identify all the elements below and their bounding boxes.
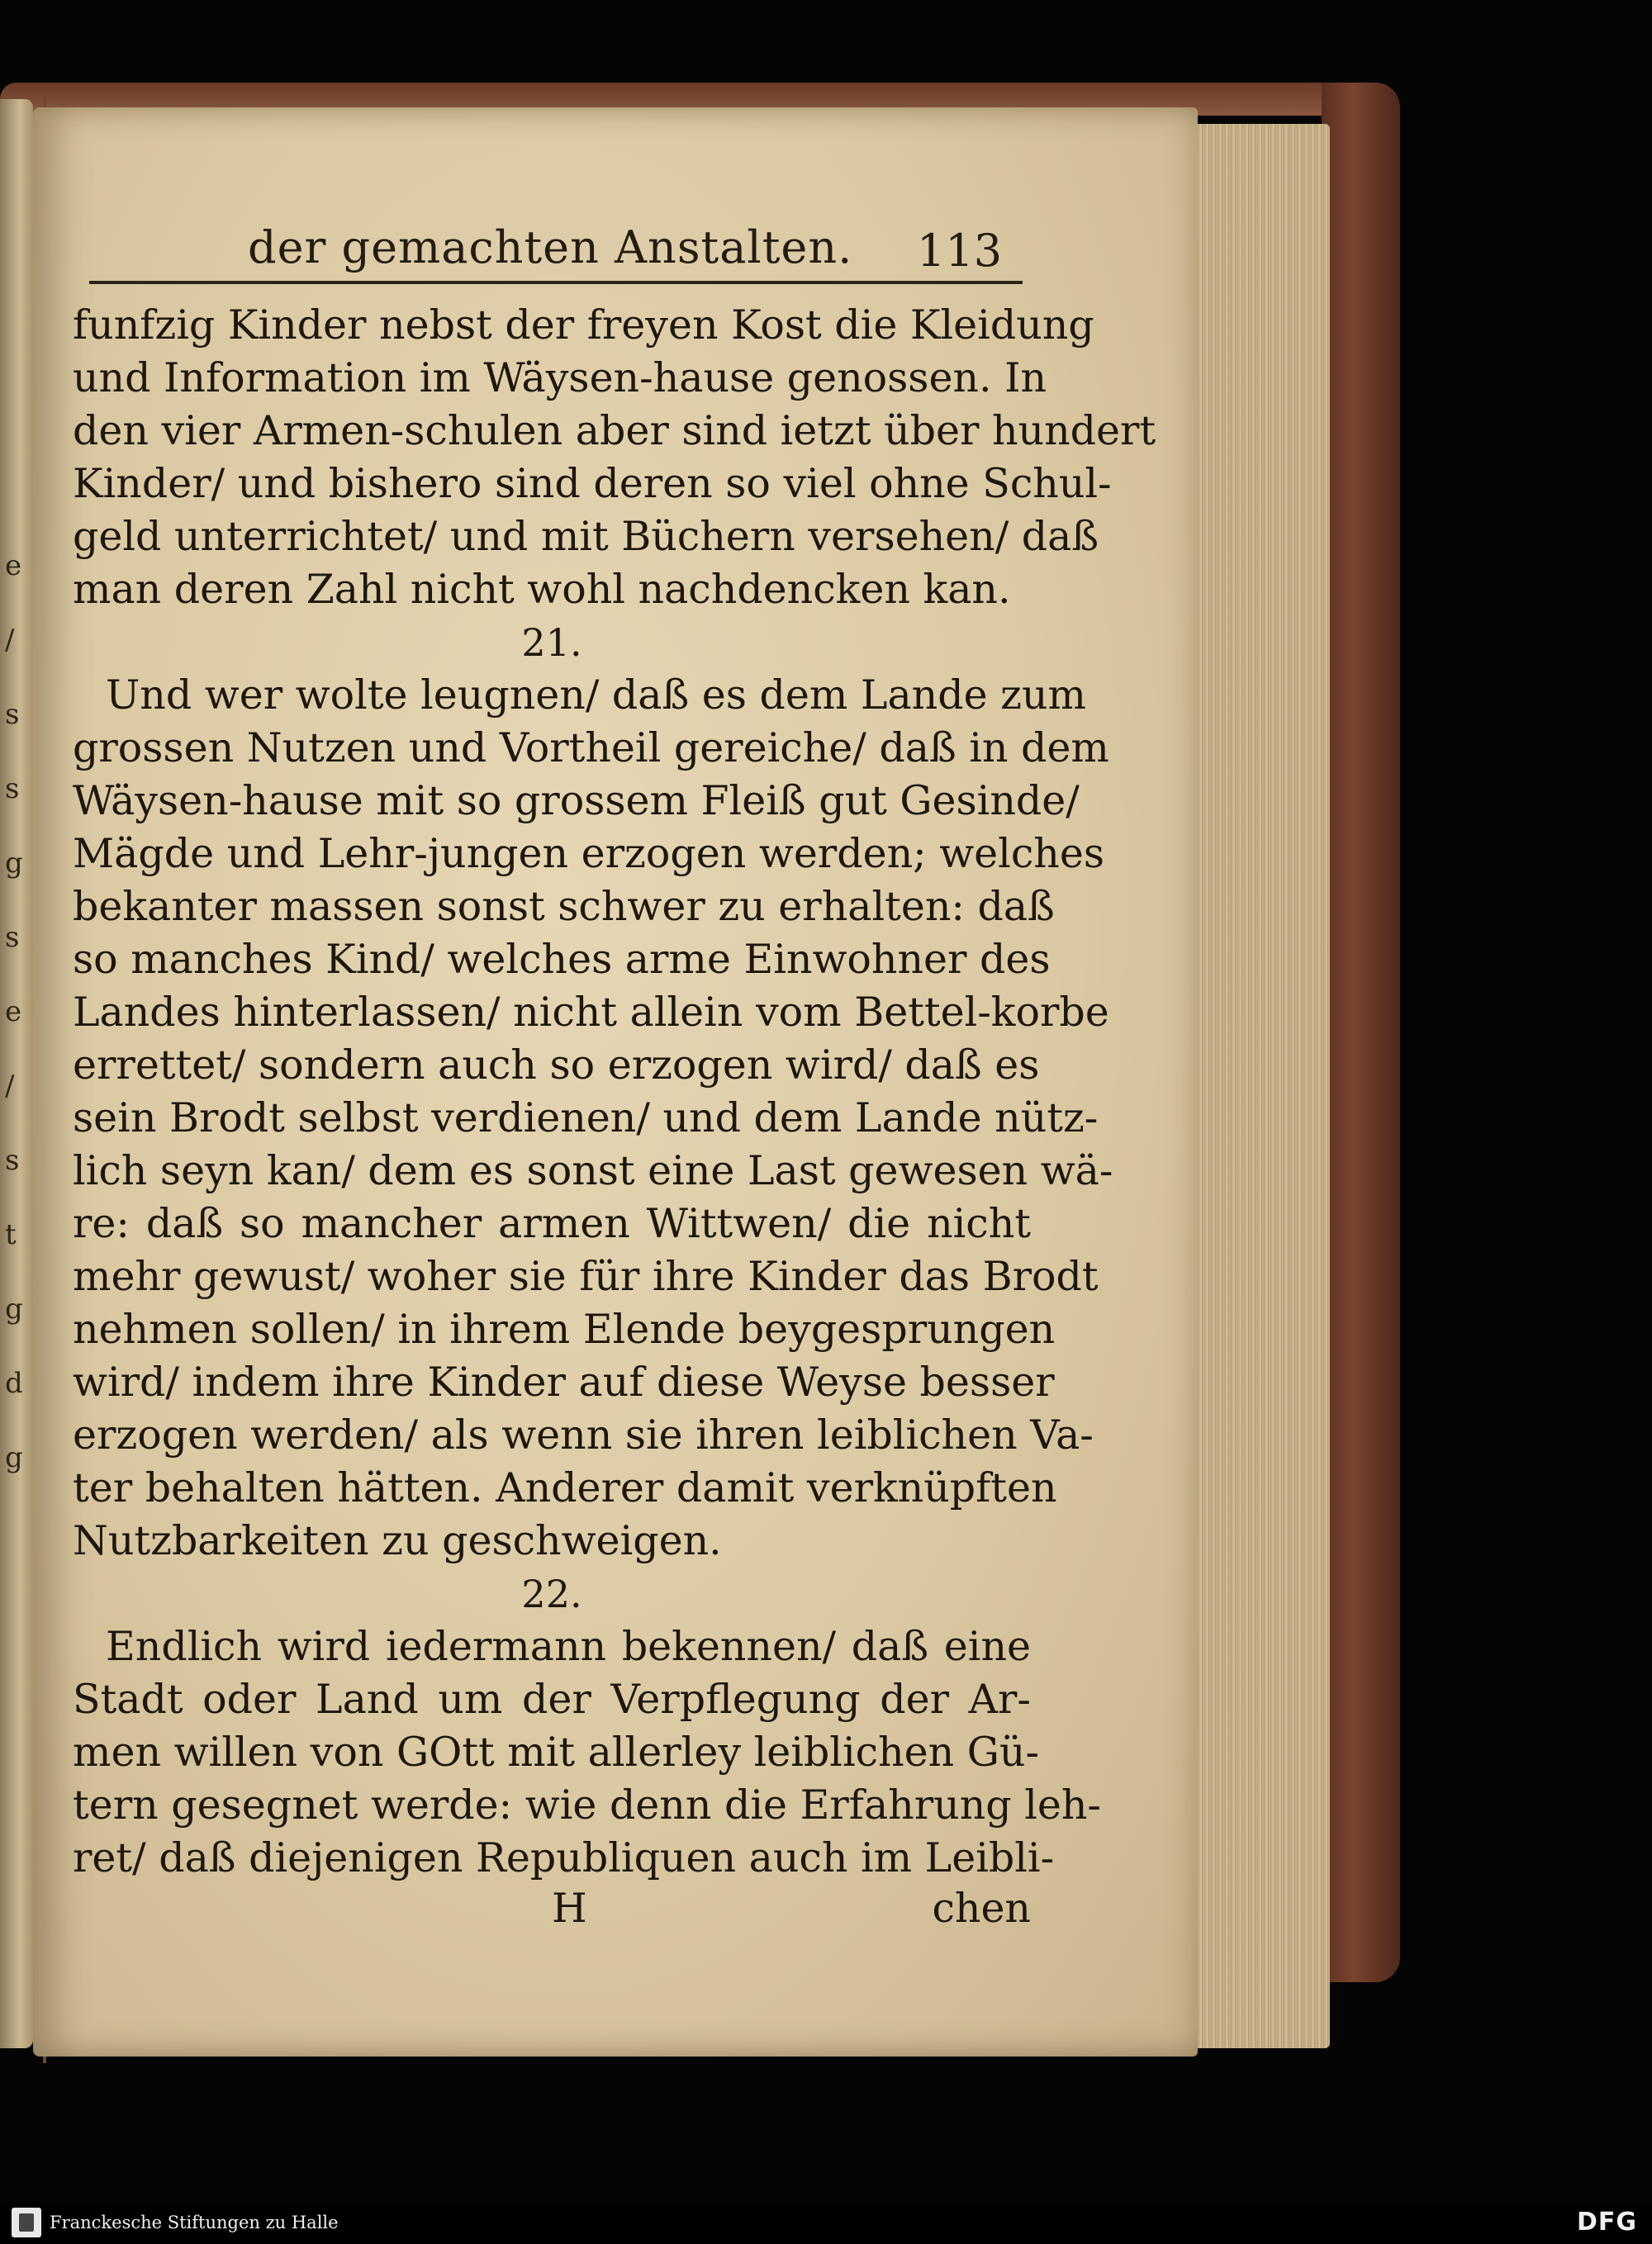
left-margin-fragment: s [5,772,20,805]
text-line: re: daß so mancher armen Wittwen/ die nicht [73,1200,1031,1247]
left-margin-fragment: / [5,624,15,657]
left-margin-fragment: e [5,549,22,582]
catchline [73,1885,1031,1938]
catchword: chen [932,1885,1031,1932]
left-margin-fragment: g [5,1293,23,1326]
text-line: Stadt oder Land um der Verpflegung der Ar- [73,1676,1031,1723]
text-line: ter behalten hätten. Anderer damit verknüpften [73,1464,1057,1511]
institution-logo-icon [12,2208,41,2237]
text-line: sein Brodt selbst verdienen/ und dem Lande nütz- [73,1094,1099,1141]
text-line: tern gesegnet werde: wie denn die Erfahrung leh- [73,1781,1101,1829]
text-line: lich seyn kan/ dem es sonst eine Last gewesen wä- [73,1147,1113,1194]
left-margin-fragment: s [5,1144,20,1177]
text-block [73,299,1156,1885]
running-head: der gemachten Anstalten. [248,221,853,273]
page-number: 113 [917,225,1003,277]
left-margin-fragment: s [5,698,20,731]
text-line: men willen von GOtt mit allerley leiblichen Gü- [73,1729,1040,1776]
left-margin-fragment: t [5,1218,17,1251]
text-line: mehr gewust/ woher sie für ihre Kinder das Brodt [73,1253,1099,1300]
header-rule [89,281,1023,284]
text-line: den vier Armen-schulen aber sind ietzt über hundert [73,407,1156,454]
left-margin-fragment: g [5,847,23,880]
text-line: Landes hinterlassen/ nicht allein vom Bettel-korbe [73,989,1109,1036]
book-cover-spine [1322,83,1400,1982]
text-line: man deren Zahl nicht wohl nachdencken kan. [73,566,1011,613]
text-line: funfzig Kinder nebst der freyen Kost die Kleidung [73,301,1094,349]
left-margin-fragment: s [5,921,20,954]
paragraph-continued [73,299,1156,616]
paragraph-22 [73,1620,1101,1885]
footer-bar [0,2201,1652,2244]
text-line: so manches Kind/ welches arme Einwohner des [73,936,1051,983]
text-line: und Information im Wäysen-hause genossen. In [73,354,1047,401]
section-number-22: 22. [521,1572,582,1616]
text-line: grossen Nutzen und Vortheil gereiche/ daß in dem [73,724,1109,771]
text-line: errettet/ sondern auch so erzogen wird/ daß es [73,1041,1040,1089]
text-line: Kinder/ und bishero sind deren so viel ohne Schul- [73,460,1112,507]
page-edges [1189,124,1330,2048]
left-margin-fragment: / [5,1070,15,1103]
left-page-fragments [5,529,30,1495]
text-line: Und wer wolte leugnen/ daß es dem Lande zum [106,671,1087,719]
text-line: Nutzbarkeiten zu geschweigen. [73,1517,722,1564]
text-line: ret/ daß diejenigen Republiquen auch im Leibli- [73,1834,1055,1881]
text-line: nehmen sollen/ in ihrem Elende beygesprungen [73,1306,1056,1353]
text-line: wird/ indem ihre Kinder auf diese Weyse besser [73,1359,1055,1406]
text-line: bekanter massen sonst schwer zu erhalten: daß [73,883,1055,930]
text-line: geld unterrichtet/ und mit Büchern versehen/ daß [73,513,1099,560]
left-margin-fragment: g [5,1441,23,1474]
left-margin-fragment: e [5,995,22,1028]
signature-mark: H [552,1885,587,1932]
paragraph-21 [73,669,1113,1568]
institution-name: Franckesche Stiftungen zu Halle [50,2213,339,2232]
text-line: Endlich wird iedermann bekennen/ daß eine [106,1623,1031,1670]
text-line: erzogen werden/ als wenn sie ihren leiblichen Va- [73,1411,1094,1459]
dfg-logo: DFG [1576,2208,1637,2237]
text-line: Mägde und Lehr-jungen erzogen werden; welches [73,830,1104,877]
text-line: Wäysen-hause mit so grossem Fleiß gut Gesinde/ [73,777,1080,824]
section-number-21: 21. [521,620,582,665]
left-margin-fragment: d [5,1367,23,1400]
